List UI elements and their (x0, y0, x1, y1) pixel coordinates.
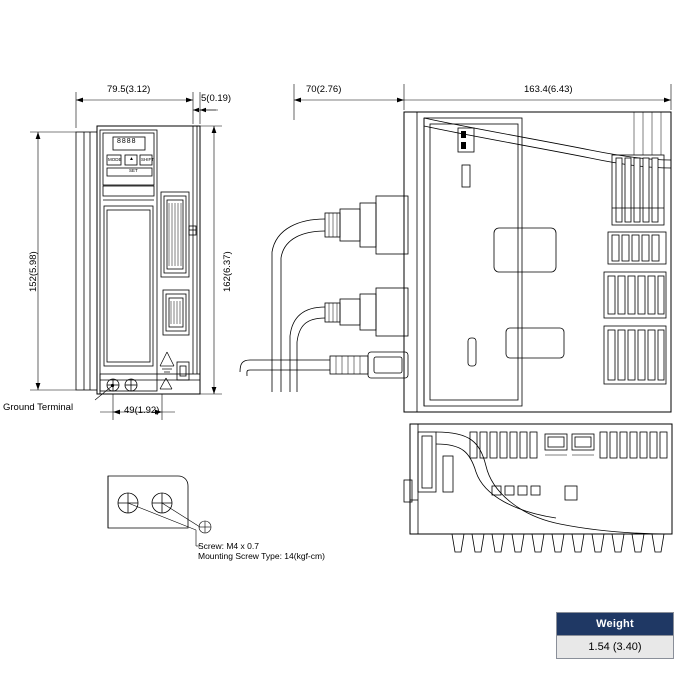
side-view-dimensions (294, 84, 671, 120)
shift-button-label: SHIFT (141, 157, 154, 162)
dim-top-gap: 5(0.19) (201, 93, 232, 104)
ground-terminal-label: Ground Terminal (3, 402, 74, 413)
weight-table-value: 1.54 (3.40) (557, 635, 673, 658)
bottom-view (404, 424, 672, 552)
dim-left-height: 152(5.98) (28, 251, 39, 292)
front-view (76, 126, 200, 394)
dim-side-length: 163.4(6.43) (524, 84, 573, 95)
up-button-label: ▲ (129, 156, 134, 162)
screw-spec-label: Screw: M4 x 0.7 (198, 541, 259, 551)
dim-bottom-width: 49(1.92) (124, 405, 160, 416)
dim-right-height: 162(6.37) (222, 251, 233, 292)
mounting-detail (108, 476, 211, 546)
mode-button-label: MODE (108, 157, 122, 162)
weight-table-header: Weight (557, 613, 673, 635)
dim-depth: 70(2.76) (306, 84, 342, 95)
weight-table (556, 612, 674, 659)
set-button-label: SET (129, 168, 138, 173)
display-text: 8888 (117, 138, 137, 145)
side-view (404, 112, 671, 412)
cable-connectors (240, 196, 408, 392)
dim-top-width: 79.5(3.12) (107, 84, 151, 95)
mounting-screw-label: Mounting Screw Type: 14(kgf-cm) (198, 551, 325, 561)
